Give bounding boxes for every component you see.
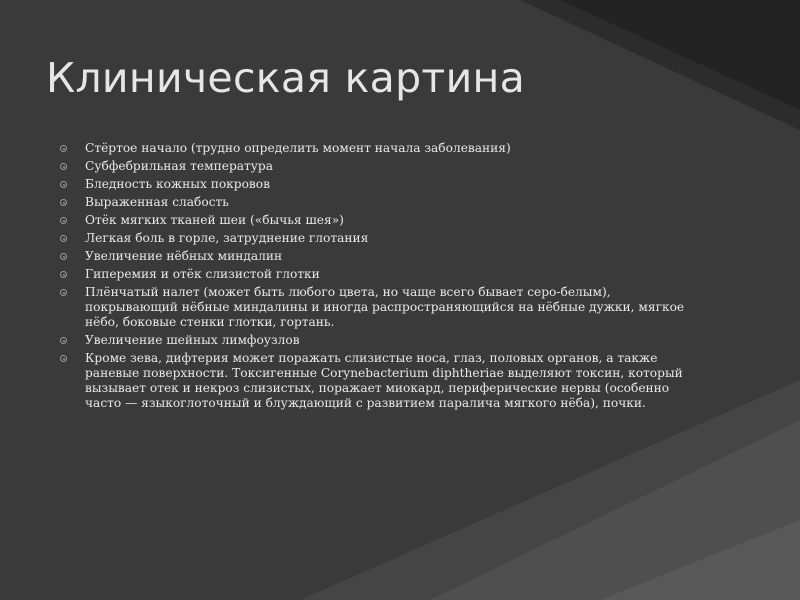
ring-bullet-icon [60, 271, 67, 278]
list-item-text: Выраженная слабость [85, 195, 229, 209]
list-item [60, 213, 700, 228]
list-item-text: Плёнчатый налет (может быть любого цвета, но чаще всего бывает серо-белым), покрывающий нёбные миндалины и иногда распространяющийся на нёбные дужки, мягкое нёбо, боковые стенки глотки, гортань. [85, 285, 685, 329]
list-item [60, 285, 700, 330]
list-item-text: Гиперемия и отёк слизистой глотки [85, 267, 320, 281]
list-item [60, 141, 700, 156]
ring-bullet-icon [60, 163, 67, 170]
ring-bullet-icon [60, 145, 67, 152]
list-item [60, 159, 700, 174]
list-item-text: Увеличение нёбных миндалин [85, 249, 283, 263]
bullet-list [60, 141, 700, 414]
ring-bullet-icon [60, 217, 67, 224]
list-item [60, 231, 700, 246]
ring-bullet-icon [60, 235, 67, 242]
ring-bullet-icon [60, 253, 67, 260]
ring-bullet-icon [60, 355, 67, 362]
list-item-text: Легкая боль в горле, затруднение глотания [85, 231, 369, 245]
ring-bullet-icon [60, 337, 67, 344]
list-item [60, 351, 700, 411]
background-dark-wedge [560, 0, 800, 110]
list-item-text: Бледность кожных покровов [85, 177, 270, 191]
ring-bullet-icon [60, 289, 67, 296]
list-item-text: Кроме зева, дифтерия может поражать слизистые носа, глаз, половых органов, а также раневые поверхности. Токсигенные Corynebacterium diphtheriae выделяют токсин, который вызывает отек и некроз слизистых, поражает миокард, периферические нервы (особенно часто — языкоглоточный и блуждающий с развитием паралича мягкого нёба), почки. [85, 351, 683, 410]
slide-title: Клиническая картина [46, 54, 526, 102]
list-item-text: Увеличение шейных лимфоузлов [85, 333, 300, 347]
list-item [60, 249, 700, 264]
ring-bullet-icon [60, 199, 67, 206]
list-item [60, 267, 700, 282]
list-item [60, 177, 700, 192]
ring-bullet-icon [60, 181, 67, 188]
list-item-text: Субфебрильная температура [85, 159, 273, 173]
list-item [60, 333, 700, 348]
list-item-text: Отёк мягких тканей шеи («бычья шея») [85, 213, 344, 227]
list-item-text: Стёртое начало (трудно определить момент начала заболевания) [85, 141, 511, 155]
list-item [60, 195, 700, 210]
